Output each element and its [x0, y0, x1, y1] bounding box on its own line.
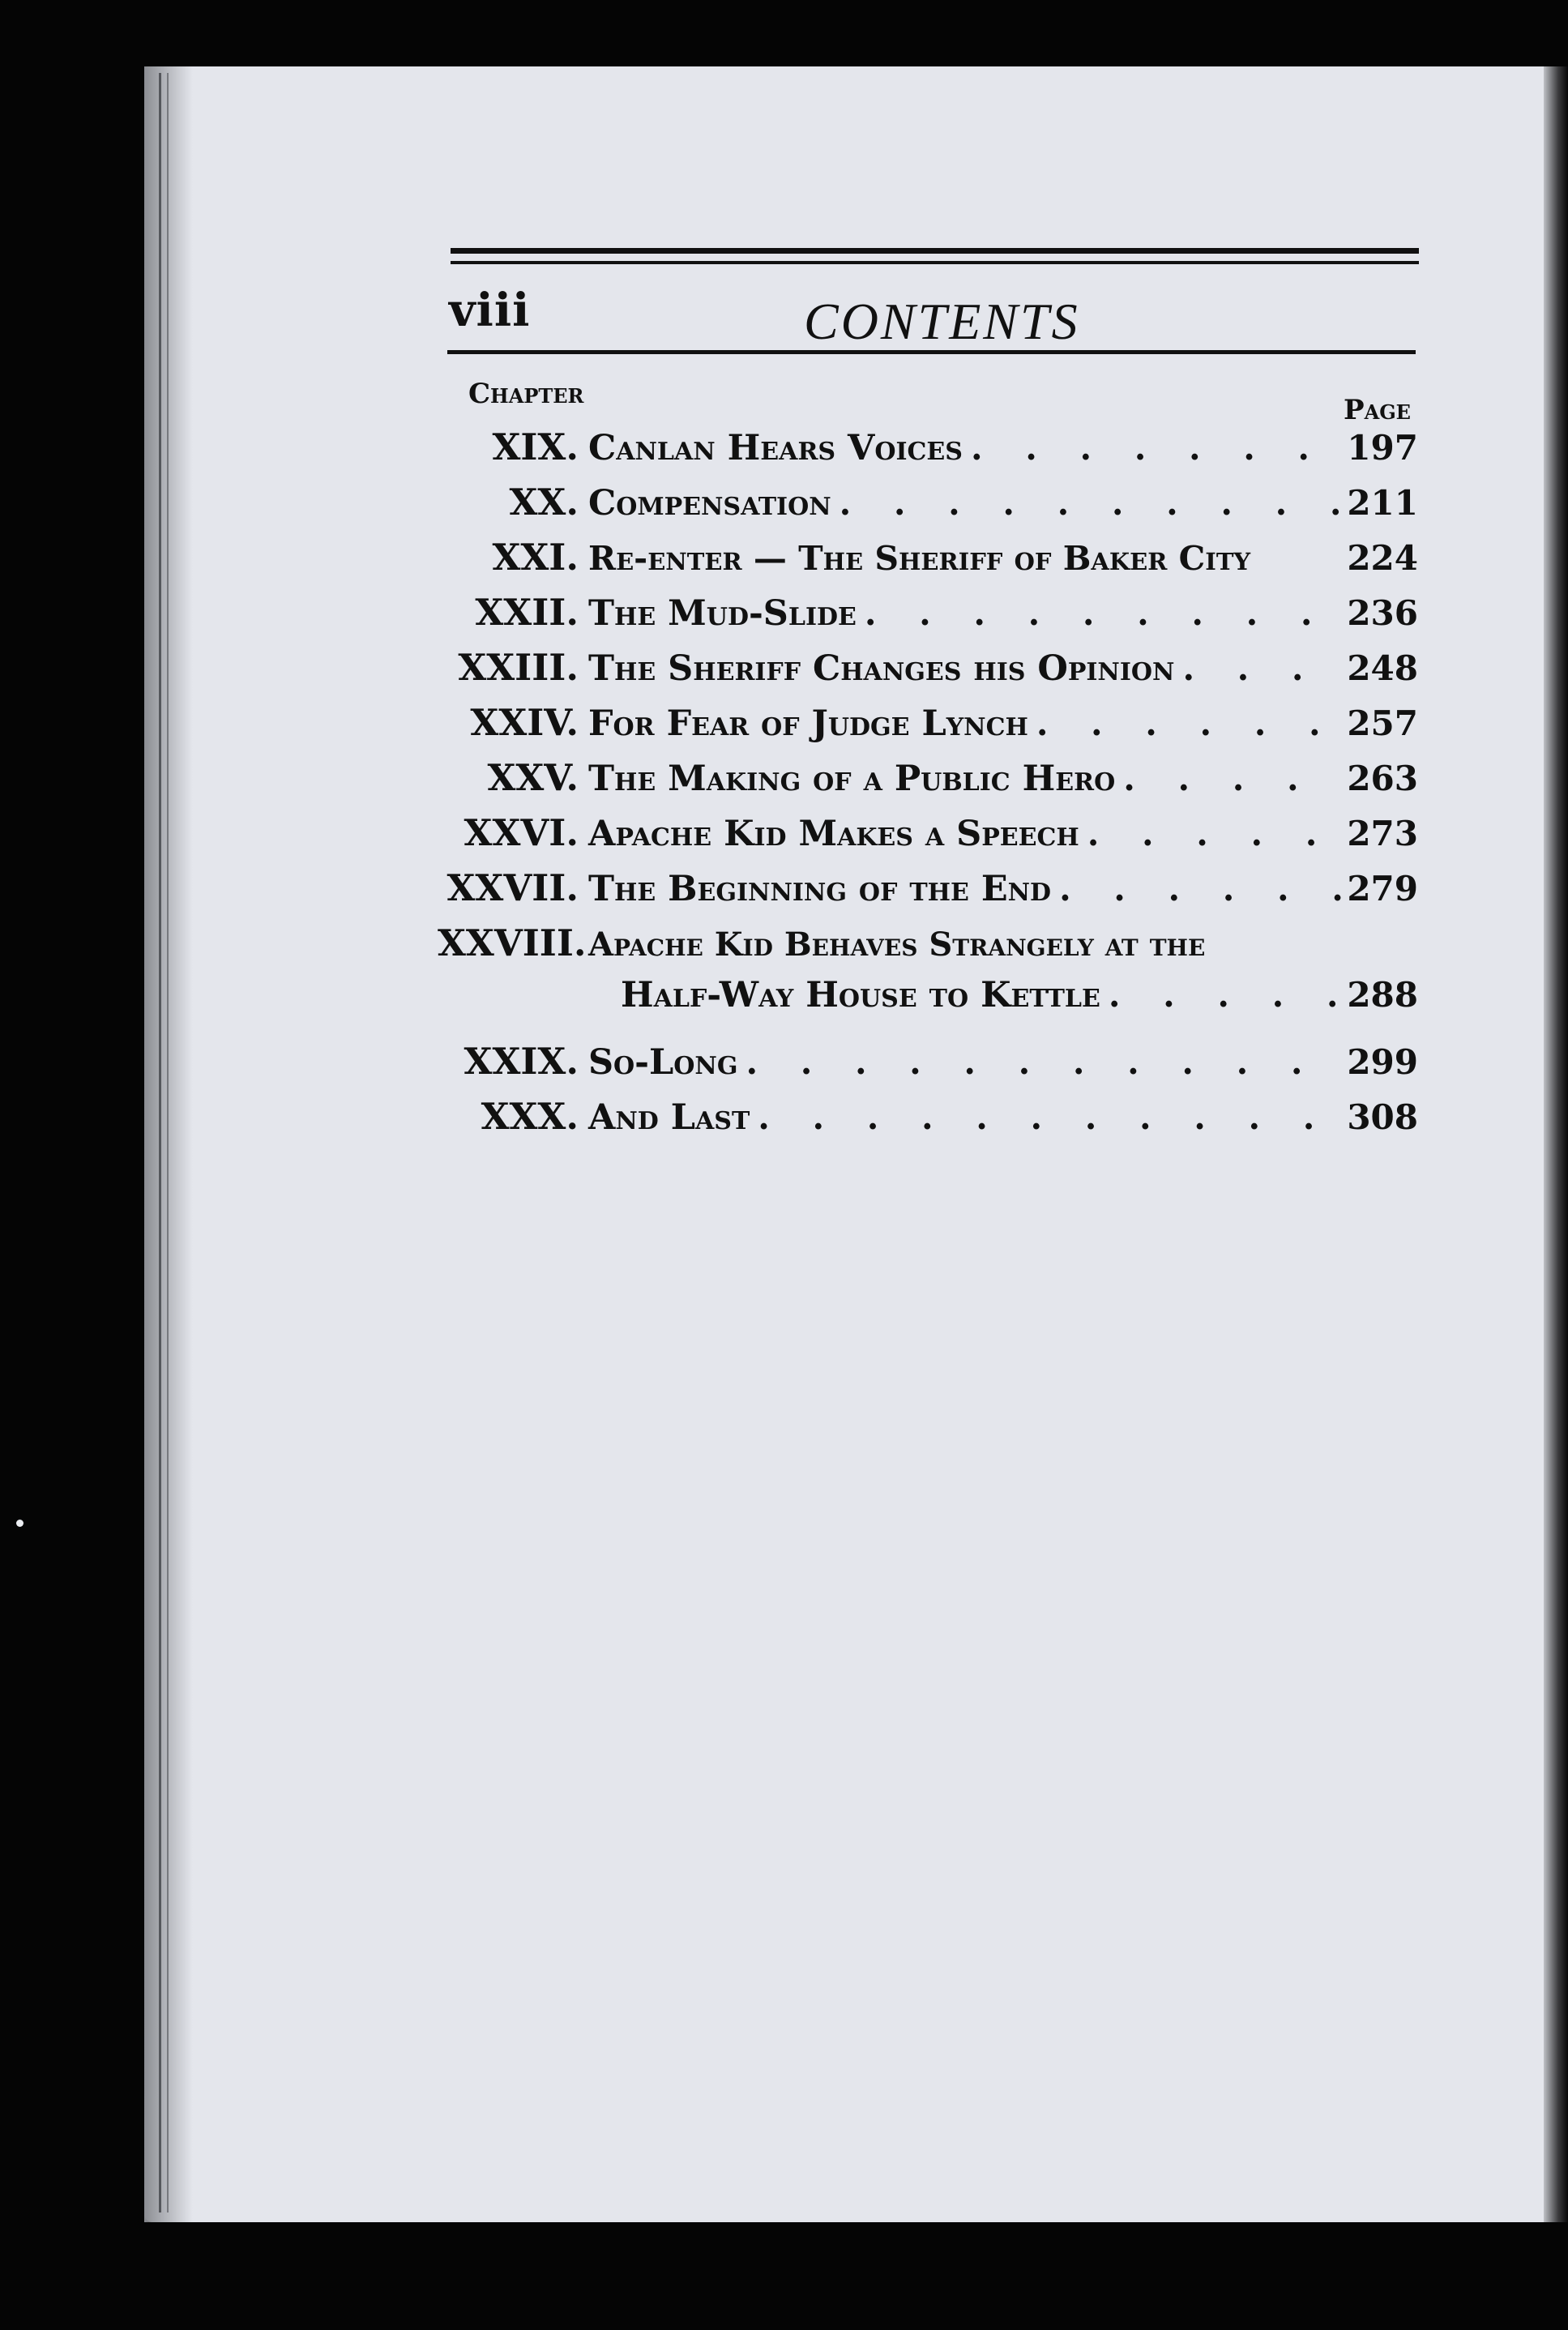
binding-shadow — [144, 66, 193, 2222]
page-title: CONTENTS — [804, 293, 1080, 350]
list-item — [438, 425, 1418, 481]
chapter-numeral: XXIII. — [458, 646, 579, 689]
contents-list — [438, 425, 1418, 1150]
chapter-numeral: XXX. — [481, 1095, 579, 1138]
binding-edge-line — [167, 73, 169, 2212]
page-number-ref: 257 — [1347, 703, 1418, 743]
chapter-numeral: XXVI. — [464, 811, 579, 854]
page-number-ref: 224 — [1347, 538, 1418, 578]
binding-edge-line — [159, 73, 161, 2212]
page-number-ref: 288 — [1347, 975, 1418, 1015]
chapter-title: So-Long — [588, 1042, 738, 1083]
chapter-numeral: XXVIII. — [438, 921, 587, 964]
page-number-ref: 263 — [1347, 759, 1418, 798]
page-number-ref: 299 — [1347, 1042, 1418, 1082]
chapter-title: The Mud-Slide — [588, 593, 857, 634]
page-number-ref: 211 — [1347, 483, 1418, 523]
list-item — [438, 756, 1418, 811]
chapter-title: Re-enter — The Sheriff of Baker City — [588, 539, 1251, 578]
dot-leader — [750, 1097, 1344, 1137]
header-rule-thick — [451, 248, 1419, 254]
chapter-title: Apache Kid Makes a Speech — [588, 814, 1079, 854]
chapter-numeral: XIX. — [492, 425, 579, 468]
chapter-title: Compensation — [588, 483, 831, 524]
chapter-numeral: XXIX. — [464, 1040, 579, 1083]
chapter-title: For Fear of Judge Lynch — [588, 703, 1028, 744]
header-rule-thin — [451, 261, 1419, 264]
page-number-ref: 308 — [1347, 1097, 1418, 1137]
list-item — [438, 811, 1418, 866]
page-number: viii — [449, 284, 531, 337]
page-number-ref: 279 — [1347, 869, 1418, 908]
chapter-title-continuation: Half-Way House to Kettle — [621, 975, 1100, 1015]
list-item-continuation — [438, 975, 1418, 1040]
dot-leader — [831, 483, 1344, 523]
dot-leader — [1174, 648, 1344, 688]
dot-leader — [1079, 814, 1344, 853]
chapter-numeral: XXIV. — [470, 701, 579, 744]
chapter-numeral: XXVII. — [446, 866, 579, 909]
chapter-numeral: XXII. — [475, 591, 579, 634]
page-edge-shadow — [1544, 66, 1568, 2222]
list-item — [438, 591, 1418, 646]
list-item — [438, 536, 1418, 591]
chapter-title: The Beginning of the End — [588, 869, 1052, 909]
chapter-numeral: XX. — [509, 481, 579, 524]
dot-leader — [737, 1042, 1344, 1082]
chapter-title: The Making of a Public Hero — [588, 759, 1116, 799]
chapter-numeral: XXI. — [492, 536, 579, 579]
page-number-ref: 197 — [1347, 428, 1418, 468]
dot-leader — [1051, 869, 1344, 908]
chapter-column-heading: Chapter — [468, 378, 584, 410]
page-column-heading: Page — [1344, 394, 1411, 426]
list-item — [438, 866, 1418, 921]
dot-leader — [963, 428, 1344, 468]
chapter-title: And Last — [588, 1097, 750, 1138]
page-number-ref: 273 — [1347, 814, 1418, 853]
dot-leader — [1100, 975, 1344, 1015]
scan-speck — [16, 1520, 23, 1527]
page-number-ref: 236 — [1347, 593, 1418, 633]
page-number-ref: 248 — [1347, 648, 1418, 688]
chapter-numeral: XXV. — [487, 756, 579, 799]
list-item — [438, 1095, 1418, 1150]
chapter-title: The Sheriff Changes his Opinion — [588, 648, 1175, 689]
list-item — [438, 921, 1418, 975]
chapter-title: Canlan Hears Voices — [588, 428, 963, 468]
chapter-title: Apache Kid Behaves Strangely at the — [588, 926, 1206, 964]
list-item — [438, 646, 1418, 701]
list-item — [438, 481, 1418, 536]
dot-leader — [1028, 703, 1344, 743]
dot-leader — [1115, 759, 1344, 798]
list-item — [438, 1040, 1418, 1095]
dot-leader — [857, 593, 1344, 633]
list-item — [438, 701, 1418, 756]
